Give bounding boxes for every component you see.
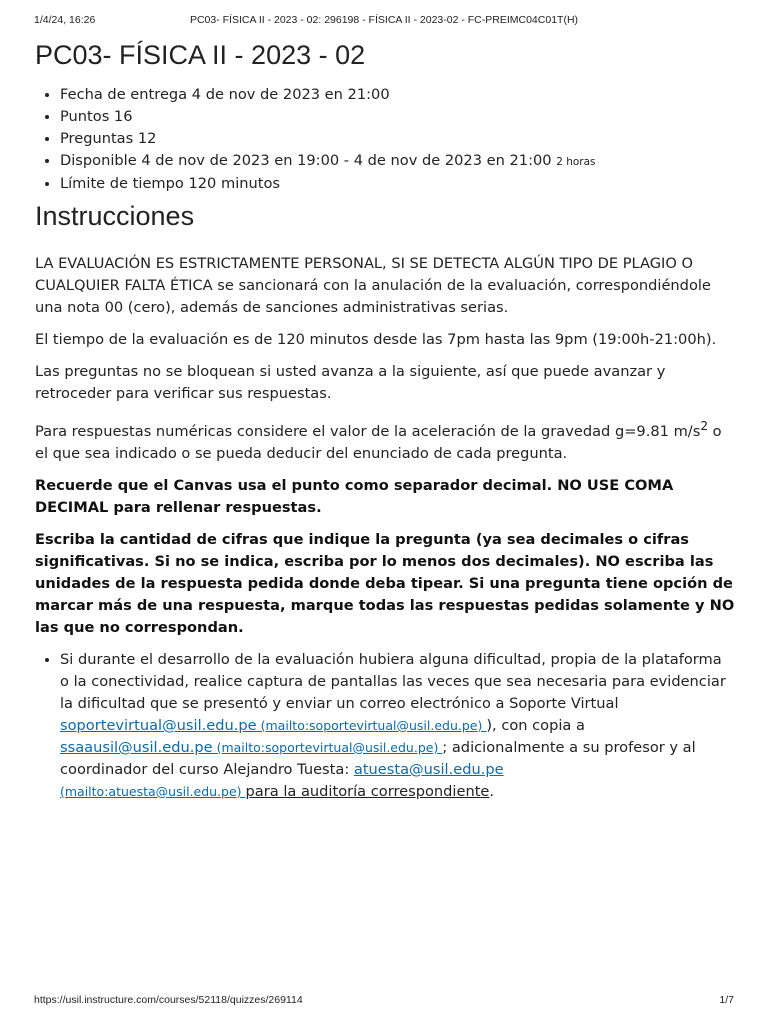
page-number: 1/7	[719, 994, 734, 1006]
detail-points: • Puntos 16	[60, 106, 760, 128]
instruction-decimal-point: Recuerde que el Canvas usa el punto como separador decimal. NO USE COMA DECIMAL para rellenar respuestas.	[35, 476, 674, 516]
print-footer	[34, 994, 734, 1008]
detail-due-date: • Fecha de entrega 4 de nov de 2023 en 21:00	[60, 84, 760, 106]
instruction-navigation: Las preguntas no se bloquean si usted avanza a la siguiente, así que puede avanzar y retroceder para verificar sus respuestas.	[35, 363, 666, 402]
print-doc-title: PC03- FÍSICA II - 2023 - 02: 296198 - FÍSICA II - 2023-02 - FC-PREIMC04C01T(H)	[189, 14, 579, 26]
cc-mailto-link[interactable]: (mailto:soportevirtual@usil.edu.pe)	[212, 739, 443, 755]
coordinator-email-link[interactable]: atuesta@usil.edu.pe	[353, 760, 504, 778]
support-note: • Si durante el desarrollo de la evaluación hubiera alguna dificultad, propia de la plataforma o la conectividad, realice captura de pantallas las veces que sea necesaria para evidenciar la dificultad que se presentó y enviar un correo electrónico a Soporte Virtual soportevirtual@usil.edu.pe (mailto:soportevirtual@usil.edu.pe) ), con copia a ssaausil@usil.edu.pe (mailto:soportevirtual@usil.edu.pe) ; adicionalmente a su profesor y al coordinador del curso Alejandro Tuesta: atuesta@usil.edu.pe (mailto:atuesta@usil.edu.pe) para la auditoría correspondiente.	[60, 649, 735, 803]
coordinator-mailto-link[interactable]: (mailto:atuesta@usil.edu.pe)	[60, 783, 246, 799]
detail-time-limit: • Límite de tiempo 120 minutos	[60, 173, 760, 195]
support-email-link[interactable]: soportevirtual@usil.edu.pe	[60, 716, 257, 734]
detail-availability: • Disponible 4 de nov de 2023 en 19:00 - 4 de nov de 2023 en 21:00 2 horas	[60, 150, 760, 173]
quiz-title: PC03- FÍSICA II - 2023 - 02	[35, 40, 366, 70]
detail-questions: • Preguntas 12	[60, 128, 760, 150]
instruction-gravity: Para respuestas numéricas considere el valor de la aceleración de la gravedad g=9.81 $m/s^2$ o el que sea indicado o se pueda deducir del enunciado de cada pregunta.	[35, 419, 722, 462]
support-mailto-link[interactable]: (mailto:soportevirtual@usil.edu.pe)	[256, 717, 487, 733]
instructions-body	[35, 253, 735, 803]
instruction-significant-figures: Escriba la cantidad de cifras que indique la pregunta (ya sea decimales o cifras significativas. Si no se indica, escriba por lo menos dos decimales). NO escriba las unidades de la respuesta pedida donde deba tipear. Si una pregunta tiene opción de marcar más de una respuesta, marque todas las respuestas pedidas solamente y NO las que no correspondan.	[35, 530, 735, 636]
availability-duration: 2 horas	[556, 156, 596, 168]
instruction-time: El tiempo de la evaluación es de 120 minutos desde las 7pm hasta las 9pm (19:00h-21:00h).	[35, 331, 717, 348]
audit-text: para la auditoría correspondiente	[245, 782, 490, 800]
print-url: https://usil.instructure.com/courses/52118/quizzes/269114	[34, 994, 303, 1006]
instructions-heading: Instrucciones	[35, 201, 195, 231]
cc-email-link[interactable]: ssaausil@usil.edu.pe	[60, 738, 213, 756]
quiz-details-list	[35, 84, 760, 195]
support-note-list	[35, 649, 735, 803]
print-date: 1/4/24, 16:26	[34, 14, 96, 26]
print-header	[34, 14, 734, 28]
instruction-personal: LA EVALUACIÓN ES ESTRICTAMENTE PERSONAL, SI SE DETECTA ALGÚN TIPO DE PLAGIO O CUALQUIER FALTA ÉTICA se sancionará con la anulación de la evaluación, correspondiéndole una nota 00 (cero), además de sanciones administrativas serias.	[35, 255, 711, 316]
